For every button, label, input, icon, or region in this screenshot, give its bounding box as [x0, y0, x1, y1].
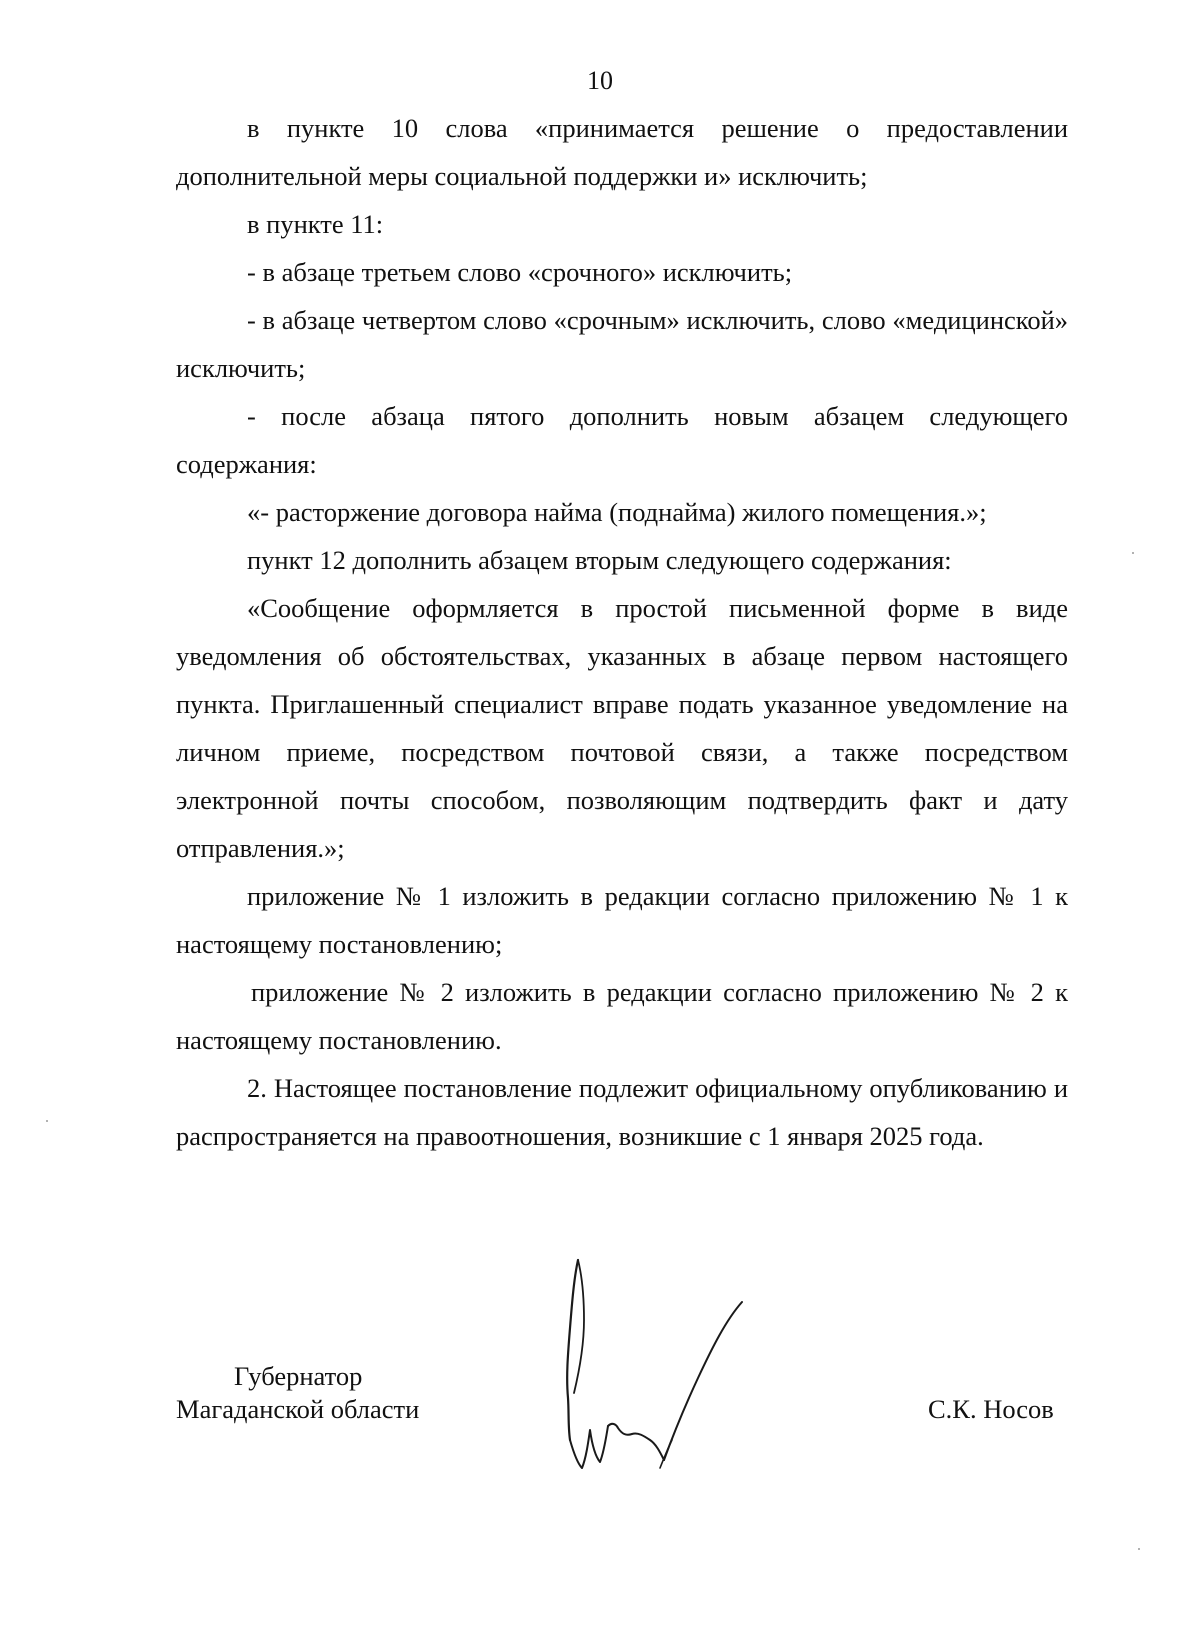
signatory-position-title: Губернатор — [234, 1361, 363, 1391]
paragraph-quote-termination: «- расторжение договора найма (поднайма) жилого помещения.»; — [247, 497, 987, 527]
scan-speck — [46, 1120, 48, 1122]
handwritten-signature — [560, 1258, 800, 1478]
paragraph-abzac-third: - в абзаце третьем слово «срочного» исключить; — [247, 257, 793, 287]
paragraph-item-10: в пункте 10 слова «принимается решение о предоставлении дополнительной меры социальной поддержки и» исключить; — [176, 113, 1068, 191]
scan-speck — [1138, 1548, 1140, 1550]
scan-speck — [1132, 552, 1134, 554]
signatory-name: С.К. Носов — [928, 1394, 1054, 1424]
paragraph-abzac-fifth-addition: - после абзаца пятого дополнить новым абзацем следующего содержания: — [176, 401, 1068, 479]
paragraph-quote-message: «Сообщение оформляется в простой письменной форме в виде уведомления об обстоятельствах, указанных в абзаце первом настоящего пункта. Приглашенный специалист вправе подать указанное уведомление на личном приеме, посредством почтовой связи, а также посредством электронной почты способом, позволяющим подтвердить факт и дату отправления.»; — [176, 593, 1068, 863]
page-number: 10 — [587, 66, 613, 95]
document-body — [176, 104, 1068, 1160]
paragraph-abzac-fourth: - в абзаце четвертом слово «срочным» исключить, слово «медицинской» исключить; — [176, 305, 1068, 383]
paragraph-publication: 2. Настоящее постановление подлежит официальному опубликованию и распространяется на правоотношения, возникшие с 1 января 2025 года. — [176, 1073, 1068, 1151]
signatory-position-region: Магаданской области — [176, 1394, 420, 1424]
paragraph-item-11-header: в пункте 11: — [247, 209, 384, 239]
paragraph-appendix-2: приложение № 2 изложить в редакции согласно приложению № 2 к настоящему постановлению. — [176, 977, 1068, 1055]
paragraph-item-12: пункт 12 дополнить абзацем вторым следующего содержания: — [247, 545, 952, 575]
signatory-position — [176, 1360, 419, 1426]
paragraph-appendix-1: приложение № 1 изложить в редакции согласно приложению № 1 к настоящему постановлению; — [176, 881, 1068, 959]
